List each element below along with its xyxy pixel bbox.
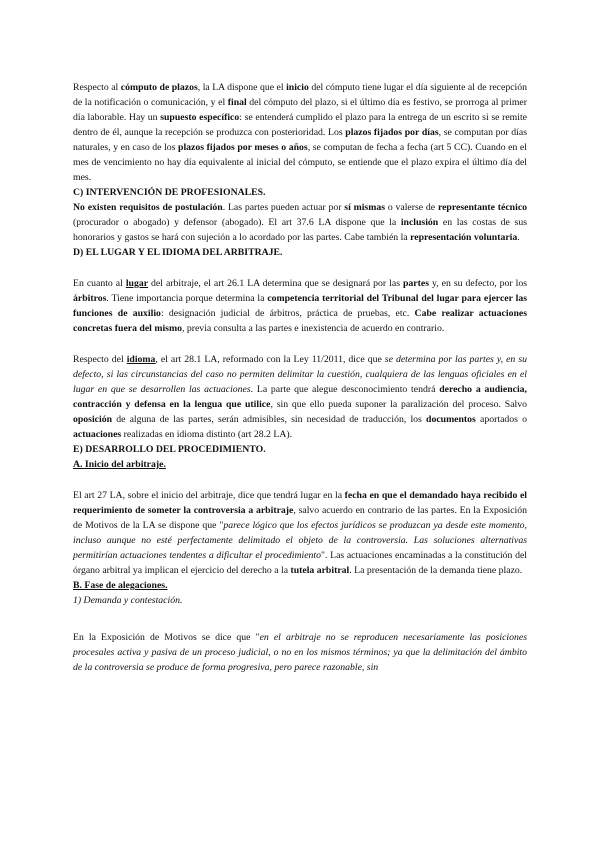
paragraph-intervencion: No existen requisitos de postulación. Las partes pueden actuar por sí mismas o valerse de representante técnico (procurador o abogado) y defensor (abogado). El art 37.6 LA dispone que la inclusión en las costas de sus honorarios y gastos se hará con sujeción a lo acordado por las partes. Cabe también la representación voluntaria. xyxy=(73,202,528,243)
subheading-inicio-arbitraje: A. Inicio del arbitraje. xyxy=(73,459,166,470)
subheading-fase-alegaciones: B. Fase de alegaciones. xyxy=(73,580,168,591)
paragraph-lugar: En cuanto al lugar del arbitraje, el art 26.1 LA determina que se designará por las partes y, en su defecto, por los árbitros. Tiene importancia porque determina la competencia territorial del Tribunal del lugar para ejercer las funciones de auxilio: designación judicial de árbitros, práctica de pruebas, etc. Cabe realizar actuaciones concretas fuera del mismo, previa consulta a las partes e inexistencia de acuerdo en contrario. xyxy=(73,278,528,334)
paragraph-computo-plazos: Respecto al cómputo de plazos, la LA dispone que el inicio del cómputo tiene lugar el día siguiente al de recepción de la notificación o comunicación, y el final del cómputo del plazo, si el último día es festivo, se prorroga al primer día laborable. Hay un supuesto específico: se entenderá cumplido el plazo para la entrega de un escrito si se remite dentro de él, aunque la recepción se produzca con posterioridad. Los plazos fijados por días, se computan por días naturales, y en caso de los plazos fijados por meses o años, se computan de fecha a fecha (art 5 CC). Cuando en el mes de vencimiento no hay día equivalente al inicial del cómputo, se entiende que el plazo expira el último día del mes. xyxy=(73,82,527,183)
paragraph-exposicion-motivos: En la Exposición de Motivos se dice que "en el arbitraje no se reproducen necesariamente las posiciones procesales activa y pasiva de un proceso judicial, o no en los mismos términos; ya que la delimitación del ámbito de la controversia se produce de forma progresiva, pero parece razonable, sin xyxy=(73,632,527,673)
paragraph-idioma: Respecto del idioma, el art 28.1 LA, reformado con la Ley 11/2011, dice que se determina por las partes y, en su defecto, si las circunstancias del caso no permiten delimitar la cuestión, cualquiera de las lenguas oficiales en el lugar en que se desarrollen las actuaciones. La parte que alegue desconocimiento tendrá derecho a audiencia, contracción y defensa en la lengua que utilice, sin que ello pueda suponer la paralización del proceso. Salvo oposición de alguna de las partes, serán admisibles, sin necesidad de traducción, los documentos aportados o actuaciones realizadas en idioma distinto (art 28.2 LA). xyxy=(73,354,528,440)
section-heading-d: D) EL LUGAR Y EL IDIOMA DEL ARBITRAJE. xyxy=(73,247,283,258)
section-heading-e: E) DESARROLLO DEL PROCEDIMIENTO. xyxy=(73,444,266,455)
subheading-demanda-contestacion: 1) Demanda y contestación. xyxy=(73,595,183,606)
section-heading-c: C) INTERVENCIÓN DE PROFESIONALES. xyxy=(73,187,266,198)
paragraph-inicio: El art 27 LA, sobre el inicio del arbitraje, dice que tendrá lugar en la fecha en que el demandado haya recibido el requerimiento de someter la controversia a arbitraje, salvo acuerdo en contrario de las partes. En la Exposición de Motivos de la LA se dispone que "parece lógico que los efectos jurídicos se produzcan ya desde este momento, incluso aunque no esté perfectamente delimitado el objeto de la controversia. Las soluciones alternativas permitirían actuaciones tendentes a dificultar el procedimiento". Las actuaciones encaminadas a la constitución del órgano arbitral ya implican el ejercicio del derecho a la tutela arbitral. La presentación de la demanda tiene plazo. xyxy=(73,490,527,576)
